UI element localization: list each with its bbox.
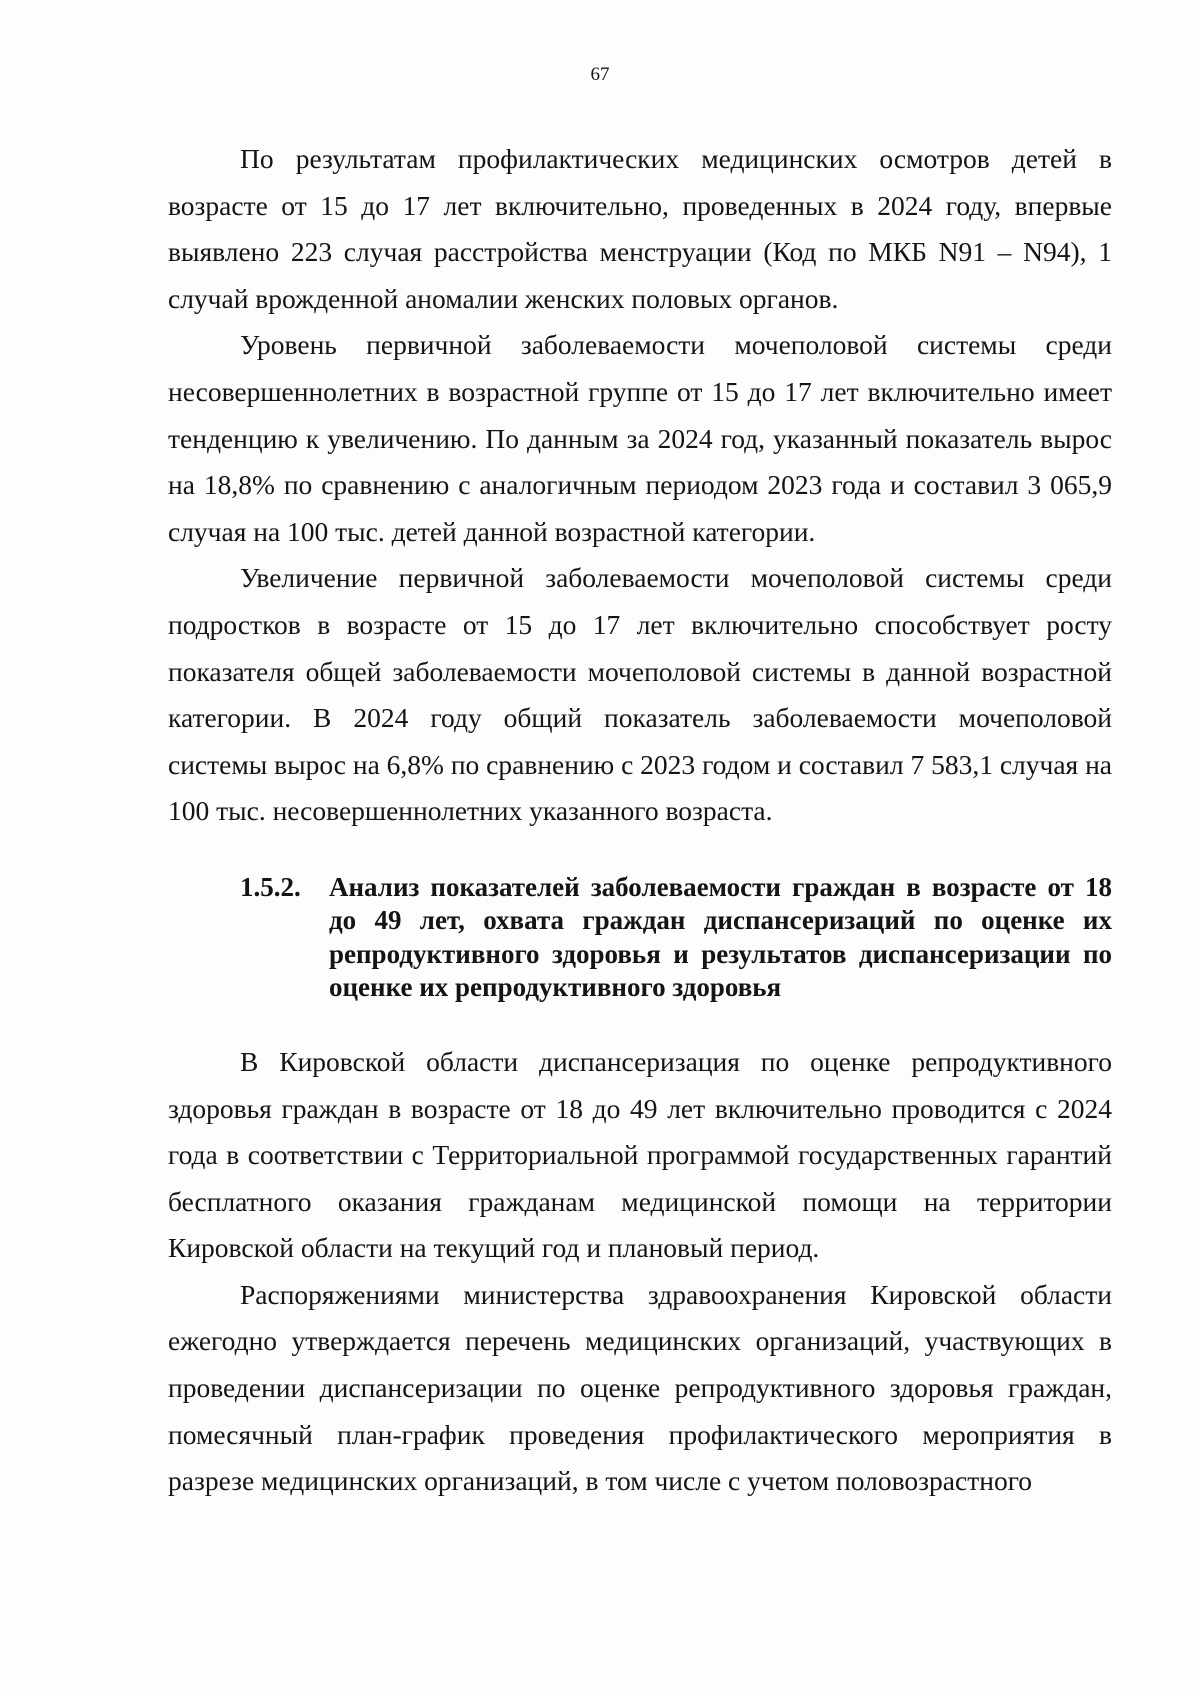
page-number: 67 [590, 64, 610, 85]
page-content [168, 136, 1112, 1505]
paragraph-dispensarization-intro: В Кировской области диспансеризация по оценке репродуктивного здоровья граждан в возрасте от 18 до 49 лет включительно проводится с 2024 года в соответствии с Территориальной программой государственных гарантий бесплатного оказания гражданам медицинской помощи на территории Кировской области на текущий год и плановый период. [168, 1045, 1112, 1264]
paragraph-general-morbidity: Увеличение первичной заболеваемости мочеполовой системы среди подростков в возрасте от 15 до 17 лет включительно способствует росту показателя общей заболеваемости мочеполовой системы в данной возрастной категории. В 2024 году общий показатель заболеваемости мочеполовой системы вырос на 6,8% по сравнению с 2023 годом и составил 7 583,1 случая на 100 тыс. несовершеннолетних указанного возраста. [168, 562, 1112, 827]
section-number: 1.5.2. [240, 871, 301, 902]
paragraph-preventive-exams: По результатам профилактических медицинских осмотров детей в возрасте от 15 до 17 лет включительно, проведенных в 2024 году, впервые выявлено 223 случая расстройства менструации (Код по МКБ N91 – N94), 1 случай врожденной аномалии женских половых органов. [168, 143, 1112, 314]
section-heading [240, 871, 1112, 1005]
paragraph-primary-morbidity: Уровень первичной заболеваемости мочеполовой системы среди несовершеннолетних в возрастной группе от 15 до 17 лет включительно имеет тенденцию к увеличению. По данным за 2024 год, указанный показатель вырос на 18,8% по сравнению с аналогичным периодом 2023 года и составил 3 065,9 случая на 100 тыс. детей данной возрастной категории. [168, 329, 1112, 547]
paragraph-ministry-orders: Распоряжениями министерства здравоохранения Кировской области ежегодно утверждается перечень медицинских организаций, участвующих в проведении диспансеризации по оценке репродуктивного здоровья граждан, помесячный план-график проведения профилактического мероприятия в разрезе медицинских организаций, в том числе с учетом половозрастного [168, 1278, 1112, 1497]
section-title: Анализ показателей заболеваемости граждан в возрасте от 18 до 49 лет, охвата граждан диспансеризаций по оценке их репродуктивного здоровья и результатов диспансеризации по оценке их репродуктивного здоровья [329, 871, 1112, 1003]
